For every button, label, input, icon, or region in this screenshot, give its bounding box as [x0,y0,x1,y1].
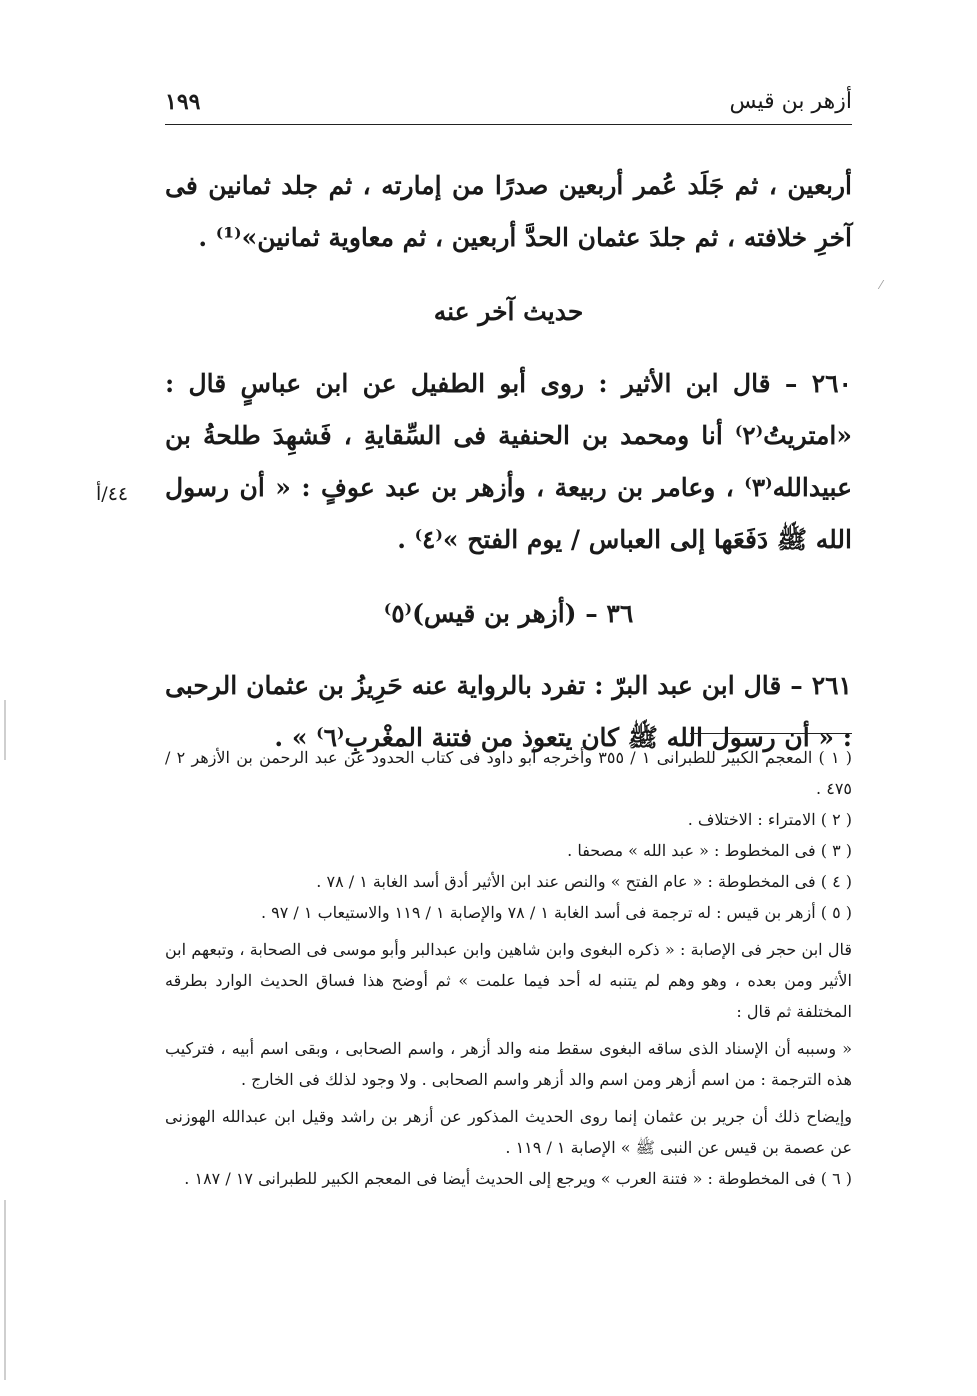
footnote-1: ( ١ ) المعجم الكبير للطبرانى ١ / ٣٥٥ وأخرجه أبو داود فى كتاب الحدود عن عبد الرحمن بن الأزهر ٢ / ٤٧٥ . [165,748,853,798]
page-header [165,82,852,122]
footnote-note-2: « وسببه أن الإسناد الذى ساقه البغوى سقط منه والد أزهر ، واسم الصحابى ، وبقى اسم أبيه ، فتركيب هذه الترجمة : من اسم أزهر ومن اسم والد أزهر واسم الصحابى . ولا وجود لذلك فى الخارج . [165,1039,852,1089]
footnote-6: ( ٦ ) فى المخطوطة : « فتنة العرب » ويرجع إلى الحديث أيضا فى المعجم الكبير للطبرانى ١٧ / ١٨٧ . [184,1169,852,1188]
section-heading-azhar-bin-qays: ٣٦ – (أزهر بن قيس)⁽٥⁾ [383,599,634,628]
footnote-note-1: قال ابن حجر فى الإصابة : « ذكره البغوى وابن شاهين وابن عبدالبر وأبو موسى فى الصحابة ، وتبعهم ابن الأثير ومن بعده ، وهو وهم لم يتنبه له أحد فيما علمت » ثم أوضح هذا فساق الحديث الوارد بطرقه المختلفة ثم قال : [165,940,853,1021]
header-rule [165,124,852,125]
running-title: أزهر بن قيس [729,89,852,114]
paragraph-continuation: أربعين ، ثم جَلَد عُمر أربعين صدرًا من إمارته ، ثم جلد ثمانين فى آخرِ خلافته ، ثم جلدَ عثمان الحدَّ أربعين ، ثم معاوية ثمانين»⁽¹⁾ . [165,171,852,252]
paragraph-261: ٢٦١ – قال ابن عبد البرّ : تفرد بالرواية عنه حَرِيزُ بن عثمان الرحبى : « أن رسول الله ﷺ كان يتعوذ من فتنة المغْربِ⁽٦⁾ » . [165,671,852,752]
main-text [165,160,852,764]
footnote-rule [690,733,852,734]
page-number: ١٩٩ [165,89,201,115]
manuscript-folio-note: ٤٤/أ [96,483,129,505]
footnote-3: ( ٣ ) فى المخطوط : « عبد الله » مصحفا . [567,841,852,860]
footnote-2: ( ٢ ) الامتراء : الاختلاف . [687,810,852,829]
footnote-note-3: وإيضاح ذلك أن جرير بن عثمان إنما روى الحديث المذكور عن أزهر بن راشد وقيل ابن عبدالله الهوزنى عن عصمة بن قيس عن النبى ﷺ » الإصابة ١ / ١١٩ . [165,1107,852,1157]
paragraph-260: ٢٦٠ – قال ابن الأثير : روى أبو الطفيل عن ابن عباسٍ قال : «امتريتُ⁽٢⁾ أنا ومحمد بن الحنفية فى السِّقايةِ ، فَشهِدَ طلحةُ بن عبيدالله⁽٣⁾ ، وعامر بن ربيعة ، وأزهر بن عبد عوفٍ : « أن رسول الله ﷺ دَفَعَها إلى العباس / يوم الفتح »⁽٤⁾ . [165,369,852,554]
scan-edge-mark [4,1200,6,1380]
section-heading-another-hadith: حديث آخر عنه [433,297,584,326]
footnotes [165,742,852,1194]
footnote-5: ( ٥ ) أزهر بن قيس : له ترجمة فى أسد الغابة ١ / ٧٨ والإصابة ١ / ١١٩ والاستيعاب ١ / ٩٧ . [260,903,852,922]
scan-edge-mark [4,700,6,760]
footnote-4: ( ٤ ) فى المخطوطة : « عام الفتح » والنص عند ابن الأثير أدق أسد الغابة ١ / ٧٨ . [316,872,852,891]
scan-speck: ⁄ [880,278,883,292]
